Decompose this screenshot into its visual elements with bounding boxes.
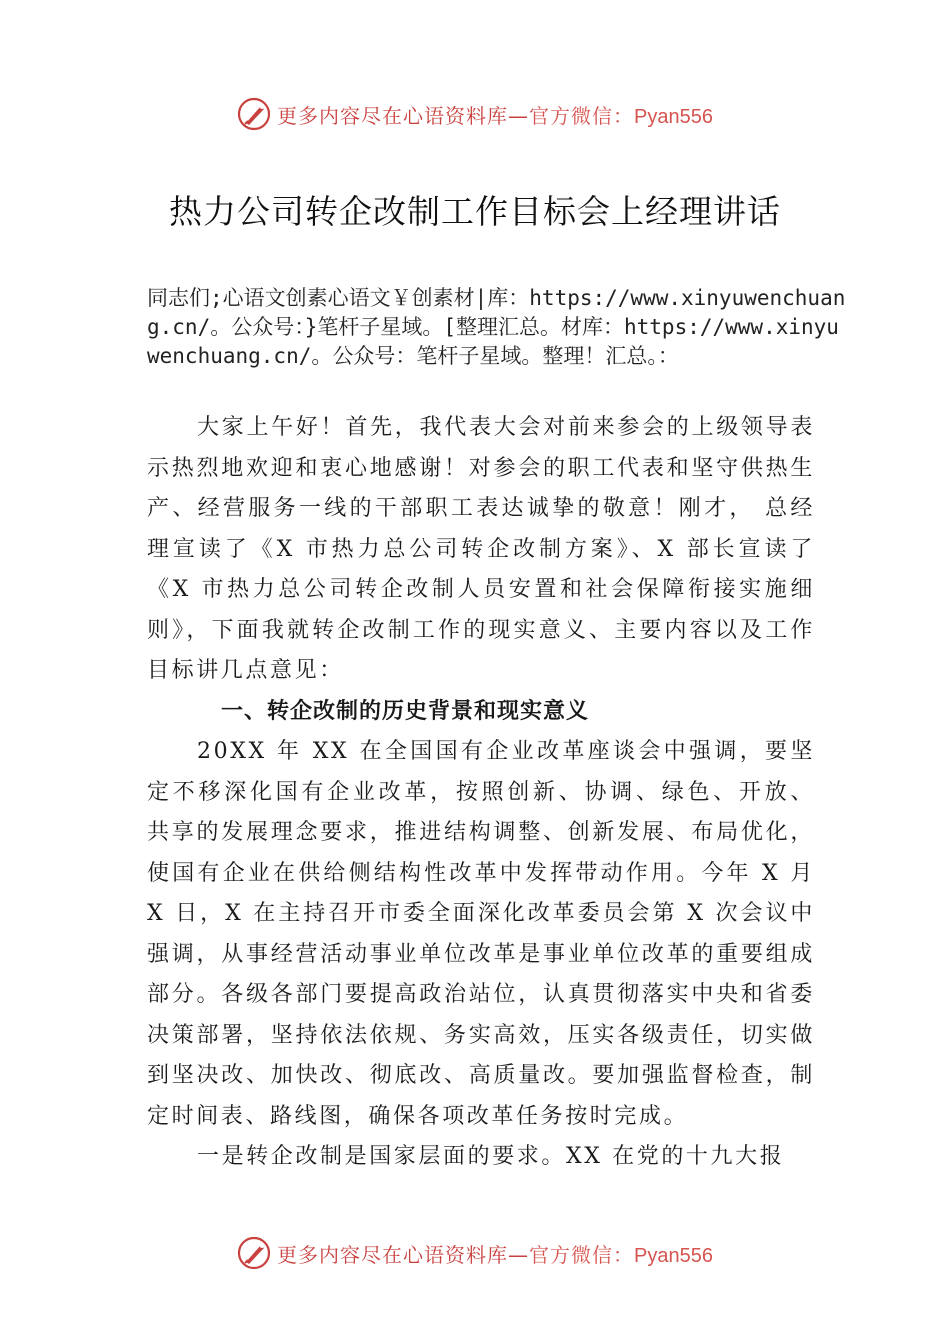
banner-text	[277, 1239, 713, 1268]
section-paragraph: 20XX 年 XX 在全国国有企业改革座谈会中强调，要坚定不移深化国有企业改革，按照创新、协调、绿色、开放、 共享的发展理念要求，推进结构调整、创新发展、布局优化， 使国有企业在供给侧结构性改革中发挥带动作用。今年 X 月 X 日，X 在主持召开市委全面深化改革委员会第 X 次会议中强调，从事经营活动事业单位改革是事业单位改革的重要组成部分。各级各部门要提高政治站位，认真贯彻落实中央和省委决策部署，坚持依法依规、务实高效，压实各级责任，切实做到坚决改、加快改、彻底改、高质量改。要加强监督检查，制定时间表、路线图，确保各项改革任务按时完成。	[147, 739, 815, 1129]
banner-wechat-label: 官方微信：	[529, 103, 635, 128]
section-heading: 一、转企改制的历史背景和现实意义	[221, 698, 590, 724]
banner-wechat-id: Pyan556	[634, 1244, 713, 1267]
quill-pen-logo-icon	[237, 1236, 271, 1270]
banner-wechat-label: 官方微信：	[529, 1242, 635, 1267]
banner-separator: —	[508, 1242, 530, 1267]
document-body	[147, 408, 815, 1178]
section-paragraph: 一是转企改制是国家层面的要求。XX 在党的十九大报	[197, 1144, 785, 1169]
banner-library-text: 更多内容尽在心语资料库	[277, 1242, 509, 1267]
banner-text	[277, 100, 713, 129]
header-banner	[0, 94, 950, 134]
opening-paragraph: 大家上午好！首先，我代表大会对前来参会的上级领导表示热烈地欢迎和衷心地感谢！对参会的职工代表和坚守供热生产、经营服务一线的干部职工表达诚挚的敬意！刚才， 总经理宣读了《X 市热力总公司转企改制方案》、X 部长宣读了《X 市热力总公司转企改制人员安置和社会保障衔接实施细则》，下面我就转企改制工作的现实意义、主要内容以及工作目标讲几点意见：	[147, 415, 815, 683]
document-title: 热力公司转企改制工作目标会上经理讲话	[169, 192, 781, 231]
banner-wechat-id: Pyan556	[634, 105, 713, 128]
footer-banner	[0, 1233, 950, 1273]
quill-pen-logo-icon	[237, 97, 271, 131]
banner-library-text: 更多内容尽在心语资料库	[277, 103, 509, 128]
embedded-watermark-text: 同志们;心语文创素心语文￥创素材|库：https://www.xinyuwenchuang.cn/。公众号：}笔杆子星域。[整理汇总。材库：https://www.xinyuwenchuang.cn/。公众号：笔杆子星域。整理！汇总。：	[147, 286, 846, 368]
banner-separator: —	[508, 103, 530, 128]
